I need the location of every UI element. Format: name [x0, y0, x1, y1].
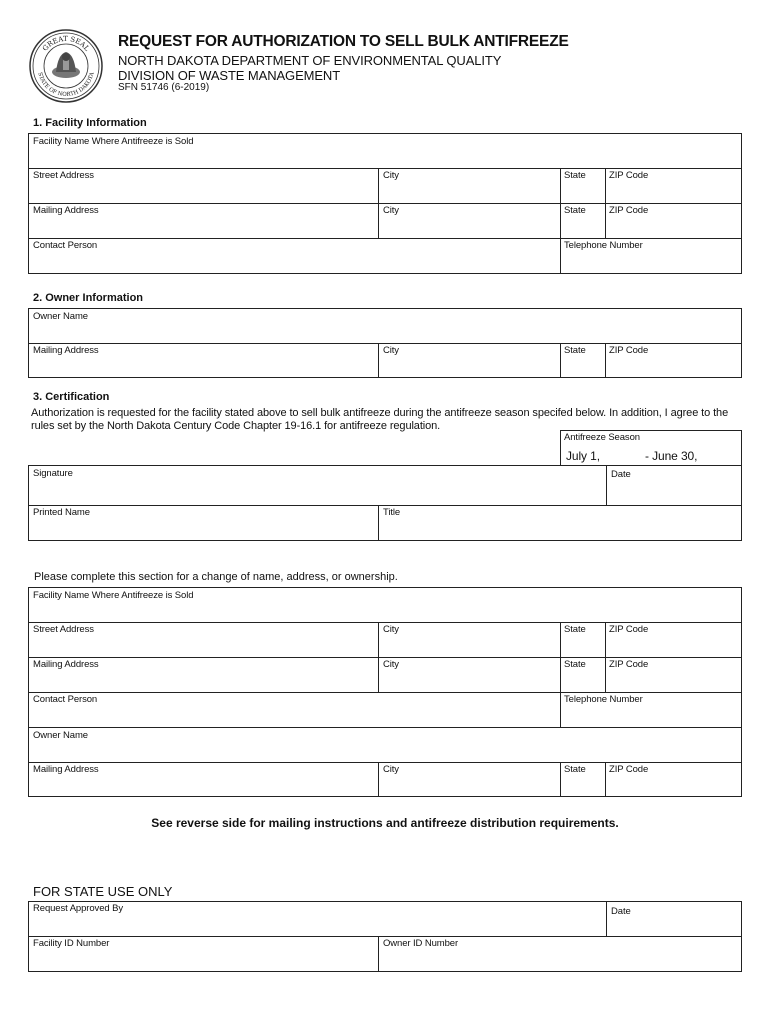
seal-bottom-text: STATE OF NORTH DAKOTA: [36, 71, 96, 99]
change-telephone-number-field[interactable]: Telephone Number: [564, 694, 643, 705]
request-approved-by-field[interactable]: Request Approved By: [33, 903, 123, 914]
season-start[interactable]: July 1,: [566, 449, 600, 463]
facility-id-field[interactable]: Facility ID Number: [33, 938, 110, 949]
owner-zip-code-field[interactable]: ZIP Code: [609, 345, 649, 356]
facility-name-field[interactable]: Facility Name Where Antifreeze is Sold: [33, 136, 194, 147]
city-field[interactable]: City: [383, 170, 399, 181]
certification-table: [28, 465, 742, 541]
certification-paragraph: Authorization is requested for the facility stated above to sell bulk antifreeze during the antifreeze season specifed below. In addition, I agree to the rules set by the North Dakota Century Code Chapter 19-16.1 for antifreeze regulation.: [31, 407, 729, 432]
change-zip-code-field[interactable]: ZIP Code: [609, 624, 649, 635]
change-section-note: Please complete this section for a change of name, address, or ownership.: [34, 571, 398, 583]
change-mailing-state-field[interactable]: State: [564, 659, 586, 670]
change-city-field[interactable]: City: [383, 624, 399, 635]
form-number: SFN 51746 (6-2019): [118, 82, 210, 93]
reverse-side-note: See reverse side for mailing instructions and antifreeze distribution requirements.: [151, 816, 619, 830]
owner-mailing-address-field[interactable]: Mailing Address: [33, 345, 99, 356]
change-owner-city-field[interactable]: City: [383, 764, 399, 775]
telephone-number-field[interactable]: Telephone Number: [564, 240, 643, 251]
signature-date-field[interactable]: Date: [611, 469, 631, 480]
contact-person-field[interactable]: Contact Person: [33, 240, 98, 251]
approval-date-field[interactable]: Date: [611, 906, 631, 917]
zip-code-field[interactable]: ZIP Code: [609, 170, 649, 181]
form-title: REQUEST FOR AUTHORIZATION TO SELL BULK ANTIFREEZE: [118, 33, 569, 50]
department-name: NORTH DAKOTA DEPARTMENT OF ENVIRONMENTAL QUALITY: [118, 53, 502, 68]
owner-name-field[interactable]: Owner Name: [33, 311, 88, 322]
printed-name-field[interactable]: Printed Name: [33, 507, 90, 518]
mailing-city-field[interactable]: City: [383, 205, 399, 216]
division-name: DIVISION OF WASTE MANAGEMENT: [118, 68, 341, 83]
mailing-state-field[interactable]: State: [564, 205, 586, 216]
season-end[interactable]: - June 30,: [645, 449, 698, 463]
change-contact-person-field[interactable]: Contact Person: [33, 694, 98, 705]
section-3-heading: 3. Certification: [33, 391, 110, 403]
state-use-heading: FOR STATE USE ONLY: [33, 884, 173, 899]
state-seal: [28, 28, 104, 104]
signature-field[interactable]: Signature: [33, 468, 73, 479]
mailing-address-field[interactable]: Mailing Address: [33, 205, 99, 216]
mailing-zip-code-field[interactable]: ZIP Code: [609, 205, 649, 216]
change-mailing-address-field[interactable]: Mailing Address: [33, 659, 99, 670]
antifreeze-season-label: Antifreeze Season: [564, 432, 640, 443]
change-facility-name-field[interactable]: Facility Name Where Antifreeze is Sold: [33, 590, 194, 601]
owner-city-field[interactable]: City: [383, 345, 399, 356]
change-street-address-field[interactable]: Street Address: [33, 624, 94, 635]
state-field[interactable]: State: [564, 170, 586, 181]
change-owner-name-field[interactable]: Owner Name: [33, 730, 88, 741]
change-state-field[interactable]: State: [564, 624, 586, 635]
owner-state-field[interactable]: State: [564, 345, 586, 356]
section-2-heading: 2. Owner Information: [33, 292, 144, 304]
change-mailing-zip-code-field[interactable]: ZIP Code: [609, 659, 649, 670]
section-1-heading: 1. Facility Information: [33, 117, 147, 129]
change-owner-mailing-address-field[interactable]: Mailing Address: [33, 764, 99, 775]
change-owner-zip-code-field[interactable]: ZIP Code: [609, 764, 649, 775]
change-owner-state-field[interactable]: State: [564, 764, 586, 775]
street-address-field[interactable]: Street Address: [33, 170, 94, 181]
change-mailing-city-field[interactable]: City: [383, 659, 399, 670]
title-field[interactable]: Title: [383, 507, 401, 518]
owner-id-field[interactable]: Owner ID Number: [383, 938, 459, 949]
seal-top-text: GREAT SEAL: [41, 34, 91, 53]
